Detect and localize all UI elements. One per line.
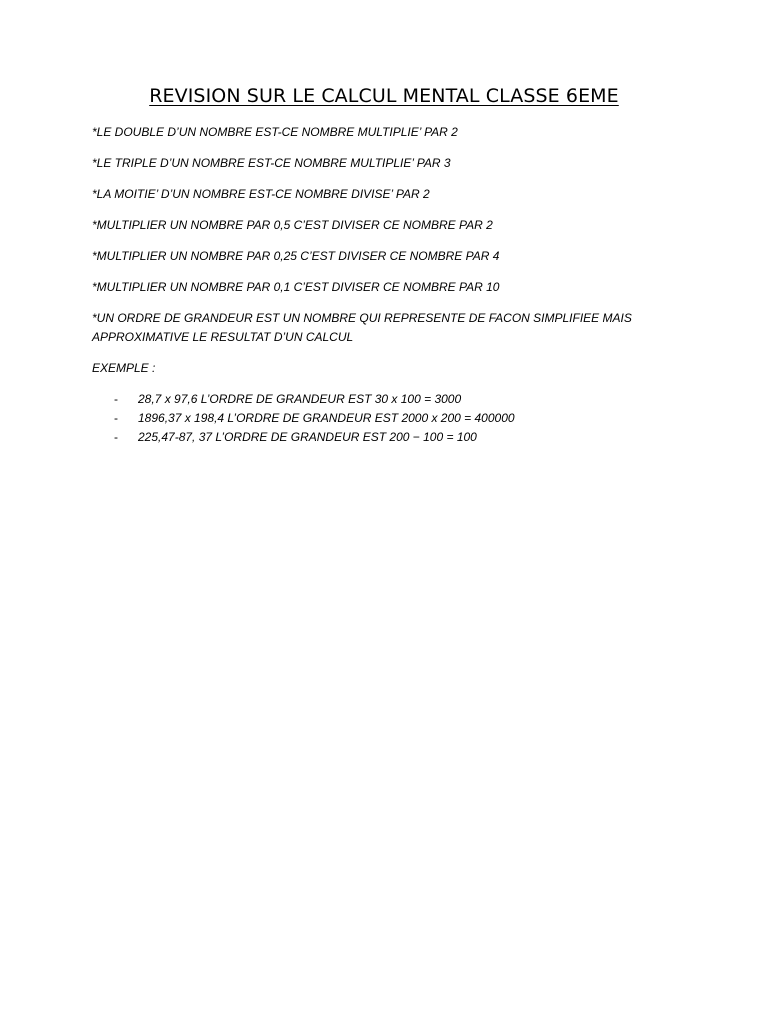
dash-bullet: - [114, 392, 118, 406]
rule-multiply-0-25: *MULTIPLIER UN NOMBRE PAR 0,25 C’EST DIVISER CE NOMBRE PAR 4 [92, 249, 500, 263]
rule-double: *LE DOUBLE D’UN NOMBRE EST-CE NOMBRE MULTIPLIE’ PAR 2 [92, 125, 458, 139]
rule-triple: *LE TRIPLE D’UN NOMBRE EST-CE NOMBRE MULTIPLIE’ PAR 3 [92, 156, 451, 170]
example-text: 225,47-87, 37 L’ORDRE DE GRANDEUR EST 200 − 100 = 100 [138, 430, 477, 444]
list-item [92, 428, 652, 447]
definition-line-2: APPROXIMATIVE LE RESULTAT D’UN CALCUL [92, 330, 354, 344]
rule-half: *LA MOITIE’ D’UN NOMBRE EST-CE NOMBRE DIVISE’ PAR 2 [92, 187, 430, 201]
rule-multiply-0-5: *MULTIPLIER UN NOMBRE PAR 0,5 C’EST DIVISER CE NOMBRE PAR 2 [92, 218, 493, 232]
rule-multiply-0-1: *MULTIPLIER UN NOMBRE PAR 0,1 C’EST DIVISER CE NOMBRE PAR 10 [92, 280, 500, 294]
example-label: EXEMPLE : [92, 361, 156, 375]
example-list [92, 390, 652, 447]
definition-line-1: *UN ORDRE DE GRANDEUR EST UN NOMBRE QUI REPRESENTE DE FACON SIMPLIFIEE MAIS [92, 311, 632, 325]
dash-bullet: - [114, 411, 118, 425]
list-item [92, 409, 652, 428]
example-text: 1896,37 x 198,4 L’ORDRE DE GRANDEUR EST 2000 x 200 = 400000 [138, 411, 515, 425]
document-title: REVISION SUR LE CALCUL MENTAL CLASSE 6EME [149, 85, 619, 107]
dash-bullet: - [114, 430, 118, 444]
example-text: 28,7 x 97,6 L’ORDRE DE GRANDEUR EST 30 x 100 = 3000 [138, 392, 462, 406]
list-item [92, 390, 652, 409]
